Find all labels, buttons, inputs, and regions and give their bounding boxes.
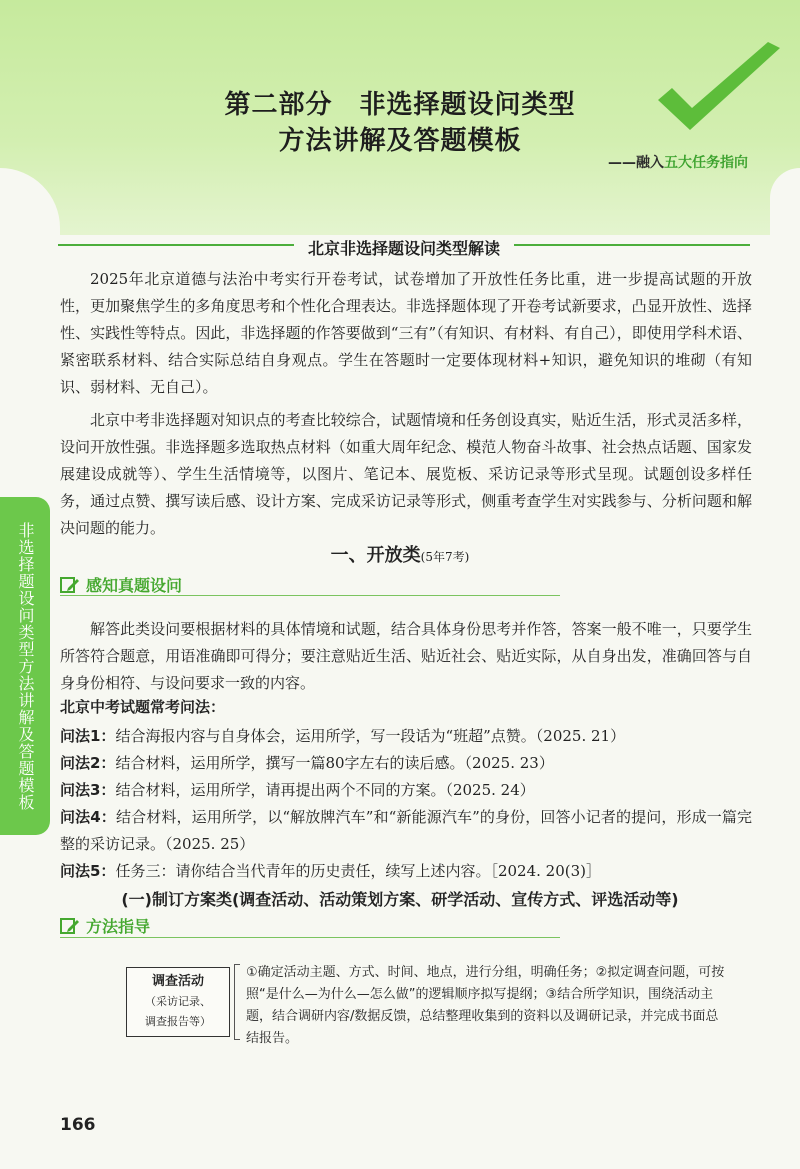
page-title-line2: 方法讲解及答题模板 <box>278 126 522 156</box>
section-bar-label-wrap <box>294 236 514 259</box>
question-label: 问法5： <box>60 862 116 880</box>
subtitle-highlight: 五大任务指向 <box>664 155 748 171</box>
tag-method-label: 方法指导 <box>86 917 151 936</box>
tag-method <box>60 914 150 937</box>
common-questions-label: 北京中考试题常考问法： <box>60 698 226 716</box>
intro-paragraph-2: 北京中考非选择题对知识点的考查比较综合，试题情境和任务创设真实，贴近生活，形式灵活多样，设问开放性强。非选择题多选取热点材料（如重大周年纪念、模范人物奋斗故事、社会热点话题、国家发展建设成就等）、学生生活情境等，以图片、笔记本、展览板、采访记录等形式呈现。试题创设多样任务，通过点赞、撰写读后感、设计方案、完成采访记录等形式，侧重考查学生对实践参与、分析问题和解决问题的能力。 <box>60 411 752 537</box>
question-label: 问法3： <box>60 781 116 799</box>
page-subtitle <box>608 152 748 172</box>
question-label: 问法1： <box>60 727 116 745</box>
question-row <box>60 777 752 804</box>
header-corner-left <box>0 168 60 238</box>
question-label: 问法4： <box>60 808 116 826</box>
method-box-note-1: （采访记录、 <box>145 995 211 1008</box>
side-tab-text: 非选择题设问类型方法讲解及答题模板 <box>16 521 35 811</box>
page-number: 166 <box>60 1115 96 1135</box>
method-box <box>126 967 230 1037</box>
question-label: 问法2： <box>60 754 116 772</box>
question-row <box>60 750 752 777</box>
question-text: 结合材料，运用所学，以“解放牌汽车”和“新能源汽车”的身份，回答小记者的提问，形成一篇完整的采访记录。（2025. 25） <box>60 808 752 853</box>
question-text: 结合材料，运用所学，撰写一篇80字左右的读后感。（2025. 23） <box>115 754 554 772</box>
open-heading-sub: (5年7考) <box>420 550 470 564</box>
question-text: 结合海报内容与自身体会，运用所学，写一段话为“班超”点赞。（2025. 21） <box>115 727 626 745</box>
intro-paragraph-1: 2025年北京道德与法治中考实行开卷考试，试卷增加了开放性任务比重，进一步提高试题的开放性，更加聚焦学生的多角度思考和个性化合理表达。非选择题体现了开卷考试新要求，凸显开放性、选择性、实践性等特点。因此，非选择题的作答要做到“三有”（有知识、有材料、有自己），即使用学科术语、紧密联系材料、结合实际总结自身观点。学生在答题时一定要体现材料+知识，避免知识的堆砌（有知识、弱材料、无自己）。 <box>60 270 752 396</box>
tag-method-underline <box>60 937 560 938</box>
section-bar-label: 北京非选择题设问类型解读 <box>307 239 501 258</box>
question-row <box>60 858 752 885</box>
question-text: 结合材料，运用所学，请再提出两个不同的方案。（2025. 24） <box>115 781 535 799</box>
open-section-heading <box>0 541 800 567</box>
question-text: 任务三：请你结合当代青年的历史责任，续写上述内容。［2024. 20(3)］ <box>115 862 601 880</box>
question-row <box>60 723 752 750</box>
section-bar <box>58 236 750 260</box>
tag-perceive-label: 感知真题设问 <box>86 576 183 595</box>
question-row <box>60 804 752 858</box>
open-section-paragraph: 解答此类设问要根据材料的具体情境和试题，结合具体身份思考并作答，答案一般不唯一，只要学生所答符合题意，用语准确即可得分；要注意贴近生活、贴近社会、贴近实际，从自身出发，准确回答与自身身份相符、与设问要求一致的内容。 <box>60 620 752 692</box>
method-text: ①确定活动主题、方式、时间、地点，进行分组，明确任务；②拟定调查问题，可按照“是什么—为什么—怎么做”的逻辑顺序拟写提纲；③结合所学知识，围绕活动主题，结合调研内容/数据反馈，总结整理收集到的资料以及调研记录，并完成书面总结报告。 <box>246 965 725 1046</box>
method-box-note-2: 调查报告等） <box>145 1015 211 1028</box>
pencil-icon <box>60 917 80 935</box>
page-title-line1: 第二部分 非选择题设问类型 <box>224 90 576 120</box>
pencil-icon <box>60 576 80 594</box>
subtitle-prefix: ——融入 <box>608 155 664 171</box>
tag-perceive <box>60 573 182 596</box>
header-corner-right <box>770 168 800 238</box>
tag-perceive-underline <box>60 595 560 596</box>
method-bracket <box>234 964 240 1040</box>
method-box-title: 调查活动 <box>151 974 204 989</box>
plan-section-heading: (一)制订方案类(调查活动、活动策划方案、研学活动、宣传方式、评选活动等) <box>121 890 679 909</box>
open-heading-main: 一、开放类 <box>330 545 421 566</box>
